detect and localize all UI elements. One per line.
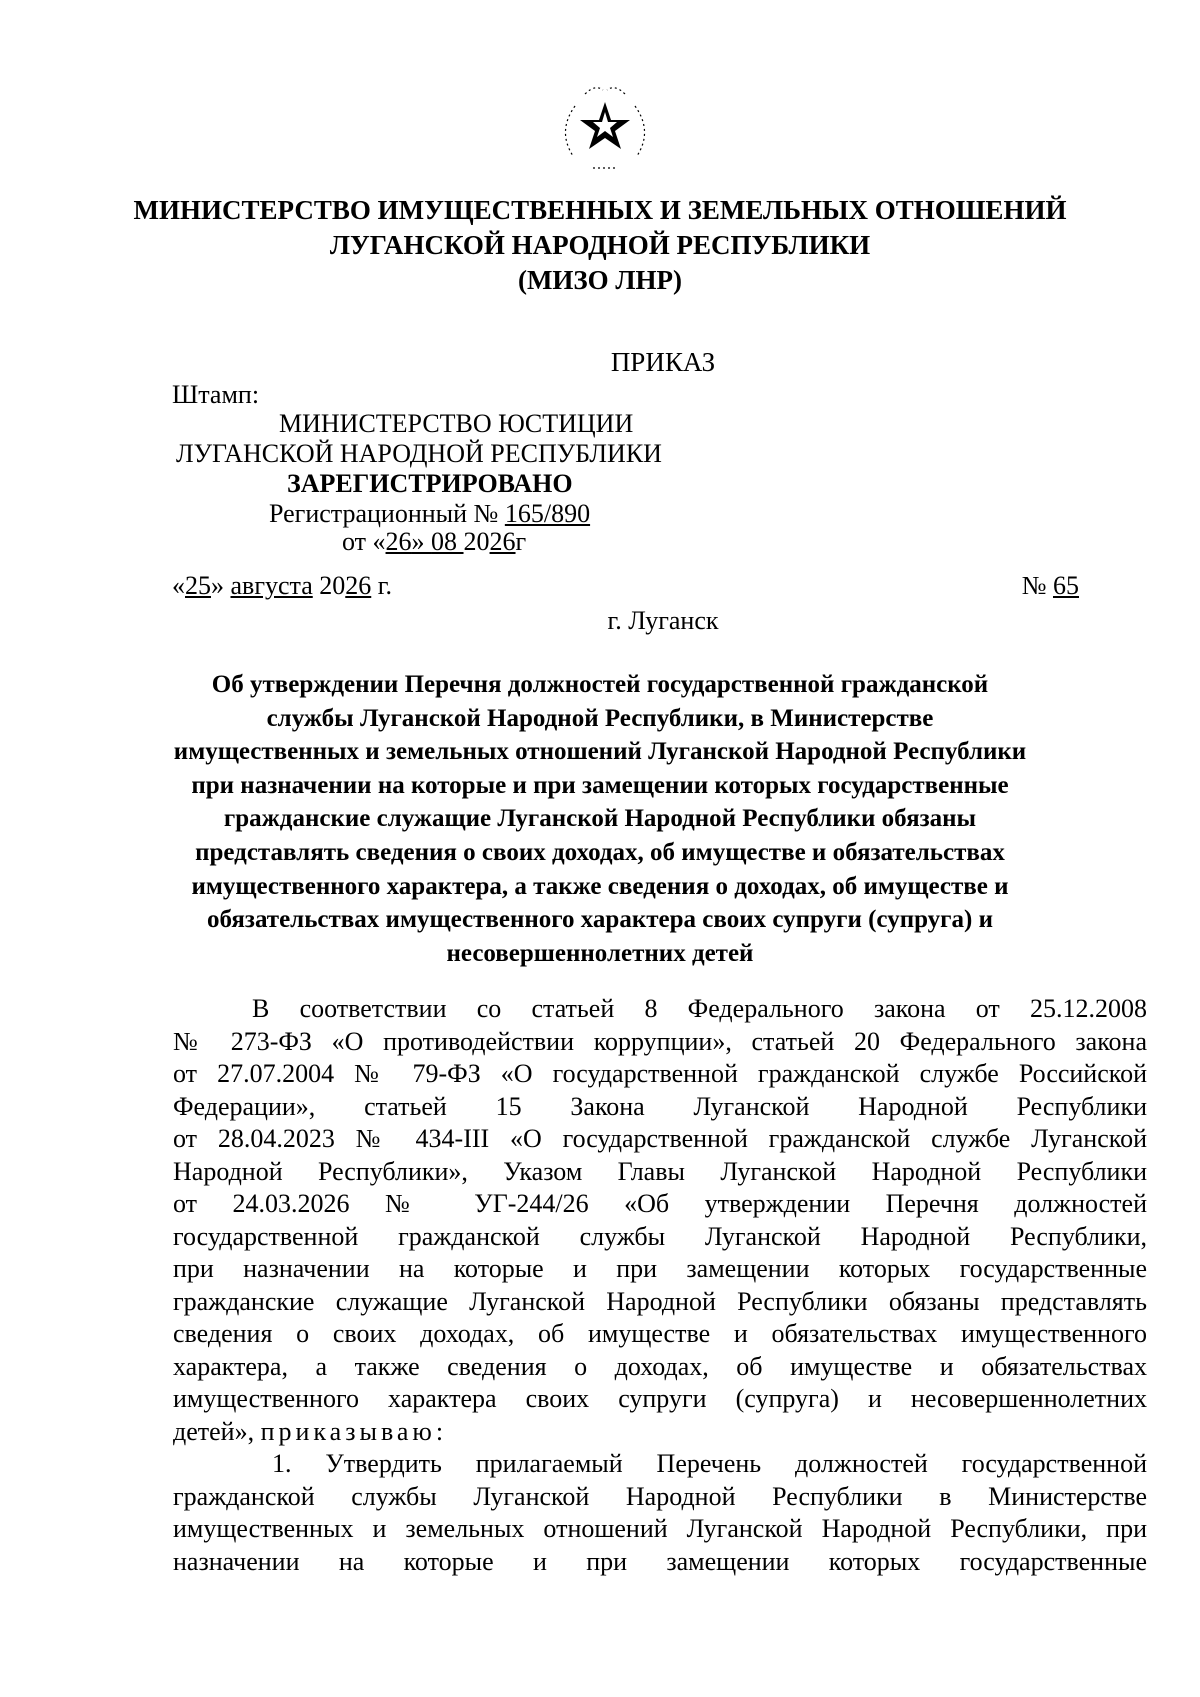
body-line: от 27.07.2004 № 79-ФЗ «О государственной гражданской службе Российской	[173, 1059, 1147, 1088]
title-line: имущественного характера, а также сведения о доходах, об имуществе и	[191, 872, 1009, 900]
item-1-line: гражданской службы Луганской Народной Республики в Министерстве	[173, 1481, 1147, 1511]
stamp-ministry-line-2: ЛУГАНСКОЙ НАРОДНОЙ РЕСПУБЛИКИ	[176, 439, 662, 468]
body-line: от 28.04.2023 № 434-III «О государственной гражданской службе Луганской	[173, 1124, 1147, 1153]
ministry-name-line-2: ЛУГАНСКОЙ НАРОДНОЙ РЕСПУБЛИКИ	[329, 230, 871, 260]
body-line-last	[173, 1416, 1147, 1449]
title-line: несовершеннолетних детей	[446, 939, 754, 967]
body-line: № 273-ФЗ «О противодействии коррупции», статьей 20 Федерального закона	[173, 1026, 1147, 1056]
date-year-underlined: 26	[345, 571, 372, 600]
stamp-registered: ЗАРЕГИСТРИРОВАНО	[287, 469, 573, 498]
order-verb: приказываю:	[260, 1416, 448, 1446]
reg-date-month: 08	[431, 527, 464, 556]
order-number-value: 65	[1053, 571, 1079, 600]
item-1-line: 1. Утвердить прилагаемый Перечень должностей государственной	[272, 1449, 1147, 1478]
ministry-name-line-1: МИНИСТЕРСТВО ИМУЩЕСТВЕННЫХ И ЗЕМЕЛЬНЫХ ОТНОШЕНИЙ	[133, 195, 1067, 225]
body-line: сведения о своих доходах, об имуществе и обязательствах имущественного	[173, 1319, 1147, 1348]
title-line: обязательствах имущественного характера своих супруги (супруга) и	[207, 906, 993, 934]
body-line: при назначении на которые и при замещении которых государственные	[173, 1254, 1147, 1283]
date-open-quote: «	[172, 571, 185, 600]
body-line: Народной Республики», Указом Главы Луганской Народной Республики	[173, 1156, 1147, 1186]
body-line: В соответствии со статьей 8 Федерального закона от 25.12.2008	[252, 994, 1147, 1023]
body-line: от 24.03.2026 № УГ-244/26 «Об утверждении Перечня должностей	[173, 1189, 1147, 1218]
order-number-prefix: №	[1021, 571, 1053, 600]
order-date	[172, 571, 392, 601]
order-city: г. Луганск	[607, 606, 719, 635]
reg-date-day: 26	[385, 527, 412, 556]
title-line: имущественных и земельных отношений Луганской Народной Республики	[173, 738, 1027, 766]
date-close-quote: »	[211, 571, 231, 600]
title-line: представлять сведения о своих доходах, об имуществе и обязательствах	[195, 838, 1005, 866]
reg-date-suffix: г	[515, 527, 527, 556]
body-line: гражданские служащие Луганской Народной Республики обязаны представлять	[173, 1286, 1147, 1316]
title-line: службы Луганской Народной Республики, в Министерстве	[266, 704, 934, 732]
ministry-header	[120, 193, 1080, 298]
order-number	[1022, 571, 1079, 601]
date-day: 25	[185, 571, 211, 600]
date-suffix: г.	[371, 571, 392, 600]
body-line: имущественного характера своих супруги (супруга) и несовершеннолетних	[173, 1384, 1147, 1413]
reg-number-value: 165/890	[504, 499, 591, 528]
item-1-line: имущественных и земельных отношений Луганской Народной Республики, при	[173, 1514, 1147, 1543]
order-title	[150, 668, 1050, 970]
stamp-registration-number	[269, 499, 590, 529]
reg-date-sep: »	[411, 527, 432, 556]
body-last-text: детей»,	[173, 1416, 261, 1446]
stamp-registration-date	[342, 527, 526, 557]
date-year-plain: 20	[312, 571, 346, 600]
document-type: ПРИКАЗ	[610, 347, 716, 377]
star-emblem-icon	[545, 76, 665, 186]
item-1-line: назначении на которые и при замещении которых государственные	[173, 1546, 1147, 1576]
title-line: при назначении на которые и при замещении которых государственные	[191, 771, 1009, 799]
reg-date-year-underlined: 26	[489, 527, 516, 556]
reg-date-year-plain: 20	[463, 527, 490, 556]
title-line: гражданские служащие Луганской Народной Республики обязаны	[223, 805, 977, 833]
body-line: Федерации», статьей 15 Закона Луганской Народной Республики	[173, 1091, 1147, 1121]
stamp-ministry-line-1: МИНИСТЕРСТВО ЮСТИЦИИ	[279, 409, 634, 438]
date-month: августа	[230, 571, 313, 600]
body-line: государственной гражданской службы Луганской Народной Республики,	[173, 1221, 1147, 1251]
reg-number-prefix: Регистрационный №	[269, 499, 505, 528]
title-line: Об утверждении Перечня должностей государственной гражданской	[211, 671, 989, 698]
ministry-abbreviation: (МИЗО ЛНР)	[517, 265, 683, 295]
reg-date-prefix: от «	[342, 527, 386, 556]
body-line: характера, а также сведения о доходах, об имуществе и обязательствах	[173, 1351, 1147, 1381]
stamp-label: Штамп:	[172, 380, 260, 409]
order-body	[173, 993, 1147, 1578]
